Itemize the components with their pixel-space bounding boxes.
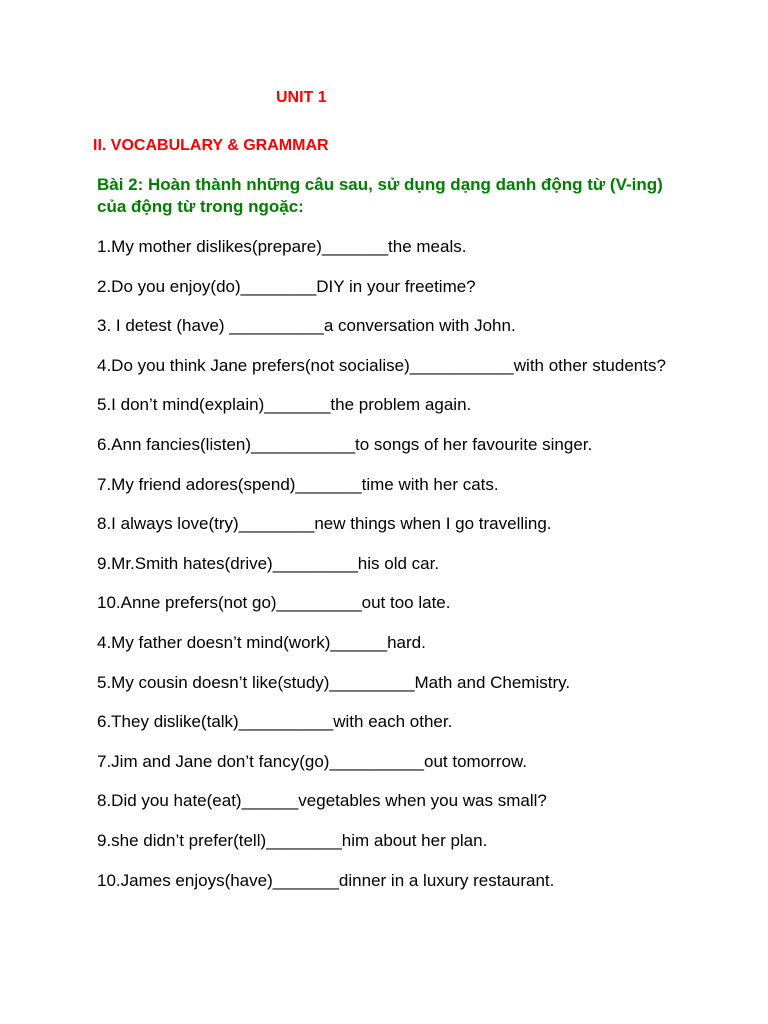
unit-title: UNIT 1 <box>276 89 327 106</box>
exercise-list <box>97 236 671 909</box>
exercise-item: 2.Do you enjoy(do)________DIY in your freetime? <box>97 276 476 296</box>
exercise-item: 7.Jim and Jane don’t fancy(go)__________out tomorrow. <box>97 751 527 771</box>
exercise-title: Bài 2: Hoàn thành những câu sau, sử dụng dạng danh động từ (V-ing) của động từ trong ngoặc: <box>97 175 663 216</box>
exercise-item: 10.Anne prefers(not go)_________out too late. <box>97 593 451 613</box>
exercise-item: 8.I always love(try)________new things when I go travelling. <box>97 514 552 534</box>
section-title: II. VOCABULARY & GRAMMAR <box>93 137 329 154</box>
exercise-item: 8.Did you hate(eat)______vegetables when you was small? <box>97 791 547 811</box>
exercise-item: 4.Do you think Jane prefers(not socialise)___________with other students? <box>97 355 666 375</box>
exercise-item: 1.My mother dislikes(prepare)_______the meals. <box>97 237 467 256</box>
exercise-item: 3. I detest (have) __________a conversation with John. <box>97 316 516 336</box>
exercise-item: 6.They dislike(talk)__________with each other. <box>97 712 453 732</box>
exercise-item: 6.Ann fancies(listen)___________to songs of her favourite singer. <box>97 434 593 454</box>
exercise-item: 4.My father doesn’t mind(work)______hard. <box>97 632 426 652</box>
exercise-item: 7.My friend adores(spend)_______time with her cats. <box>97 474 499 494</box>
exercise-item: 5.I don’t mind(explain)_______the problem again. <box>97 395 472 415</box>
exercise-item: 10.James enjoys(have)_______dinner in a luxury restaurant. <box>97 870 555 890</box>
exercise-item: 5.My cousin doesn’t like(study)_________Math and Chemistry. <box>97 672 571 692</box>
exercise-item: 9.Mr.Smith hates(drive)_________his old car. <box>97 553 440 573</box>
exercise-item: 9.she didn’t prefer(tell)________him about her plan. <box>97 830 488 850</box>
